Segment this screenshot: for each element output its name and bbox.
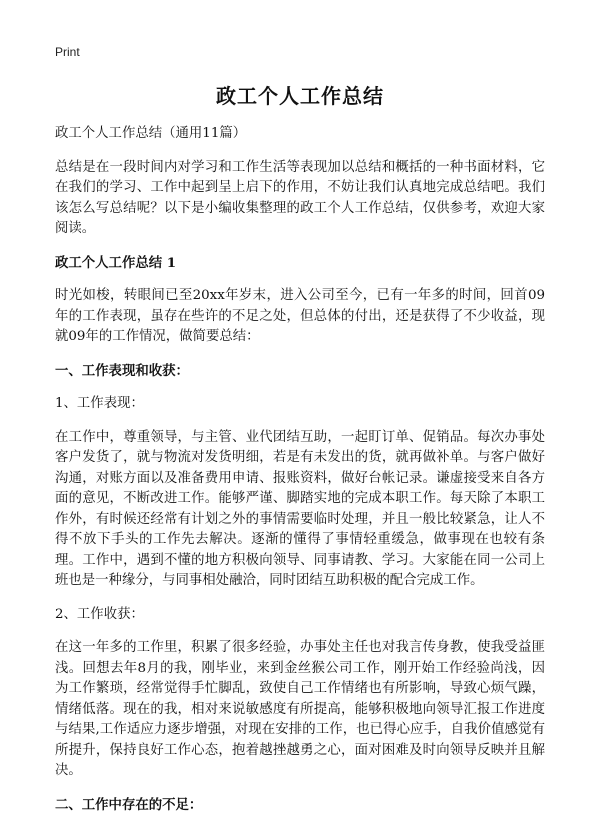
subsection-2-heading: 2、工作收获： [55,606,144,622]
subsection-1-heading: 1、工作表现： [55,396,144,411]
article-intro-paragraph: 时光如梭，转眼间已至20xx年岁末，进入公司至今，已有一年多的时间，回首09年的工作表现，虽存在些许的不足之处，但总体的付出，还是获得了不少收益，现就09年的工作情况，做简要总结： [55,288,545,344]
document-body [55,124,545,828]
print-link[interactable]: Print [55,45,80,59]
subsection-2-paragraph: 在这一年多的工作里，积累了很多经验，办事处主任也对我言传身教，使我受益匪浅。回想去年8月的我，刚毕业，来到金丝猴公司工作，刚开始工作经验尚浅，因为工作繁琐，经常觉得手忙脚乱，致使自己工作情绪也有所影响，导致心烦气躁，情绪低落。现在的我，相对来说敏感度有所提高，能够积极地向领导汇报工作进度与结果,工作适应力逐步增强，对现在安排的工作，也已得心应手，自我价值感觉有所提升，保持良好工作心态，抱着越挫越勇之心，面对困难及时向领导反映并且解决。 [55,640,545,778]
section-1-heading: 一、工作表现和收获： [55,362,189,379]
intro-paragraph: 总结是在一段时间内对学习和工作生活等表现加以总结和概括的一种书面材料，它在我们的学习、工作中起到呈上启下的作用，不妨让我们认真地完成总结吧。我们该怎么写总结呢？以下是小编收集整理的政工个人工作总结，仅供参考，欢迎大家阅读。 [55,159,545,236]
section-2-heading: 二、工作中存在的不足： [55,796,203,813]
article-heading: 政工个人工作总结 1 [55,254,177,271]
document-title: 政工个人工作总结 [216,84,384,108]
subsection-1-paragraph: 在工作中，尊重领导，与主管、业代团结互助，一起盯订单、促销品。每次办事处客户发货了，就与物流对发货明细，若是有未发出的货，就再做补单。与客户做好沟通，对账方面以及准备费用申请、报账资料，做好台帐记录。谦虚接受来自各方面的意见，不断改进工作。能够严谨、脚踏实地的完成本职工作。每天除了本职工作外，有时候还经常有计划之外的事情需要临时处理，并且一般比较紧急，让人不得不放下手头的工作先去解决。逐渐的懂得了事情轻重缓急，做事现在也较有条理。工作中，遇到不懂的地方积极向领导、同事请教、学习。大家能在同一公司上班也是一种缘分，与同事相处融洽，同时团结互助积极的配合完成工作。 [55,429,545,588]
document-subtitle: 政工个人工作总结（通用11篇） [55,126,247,141]
